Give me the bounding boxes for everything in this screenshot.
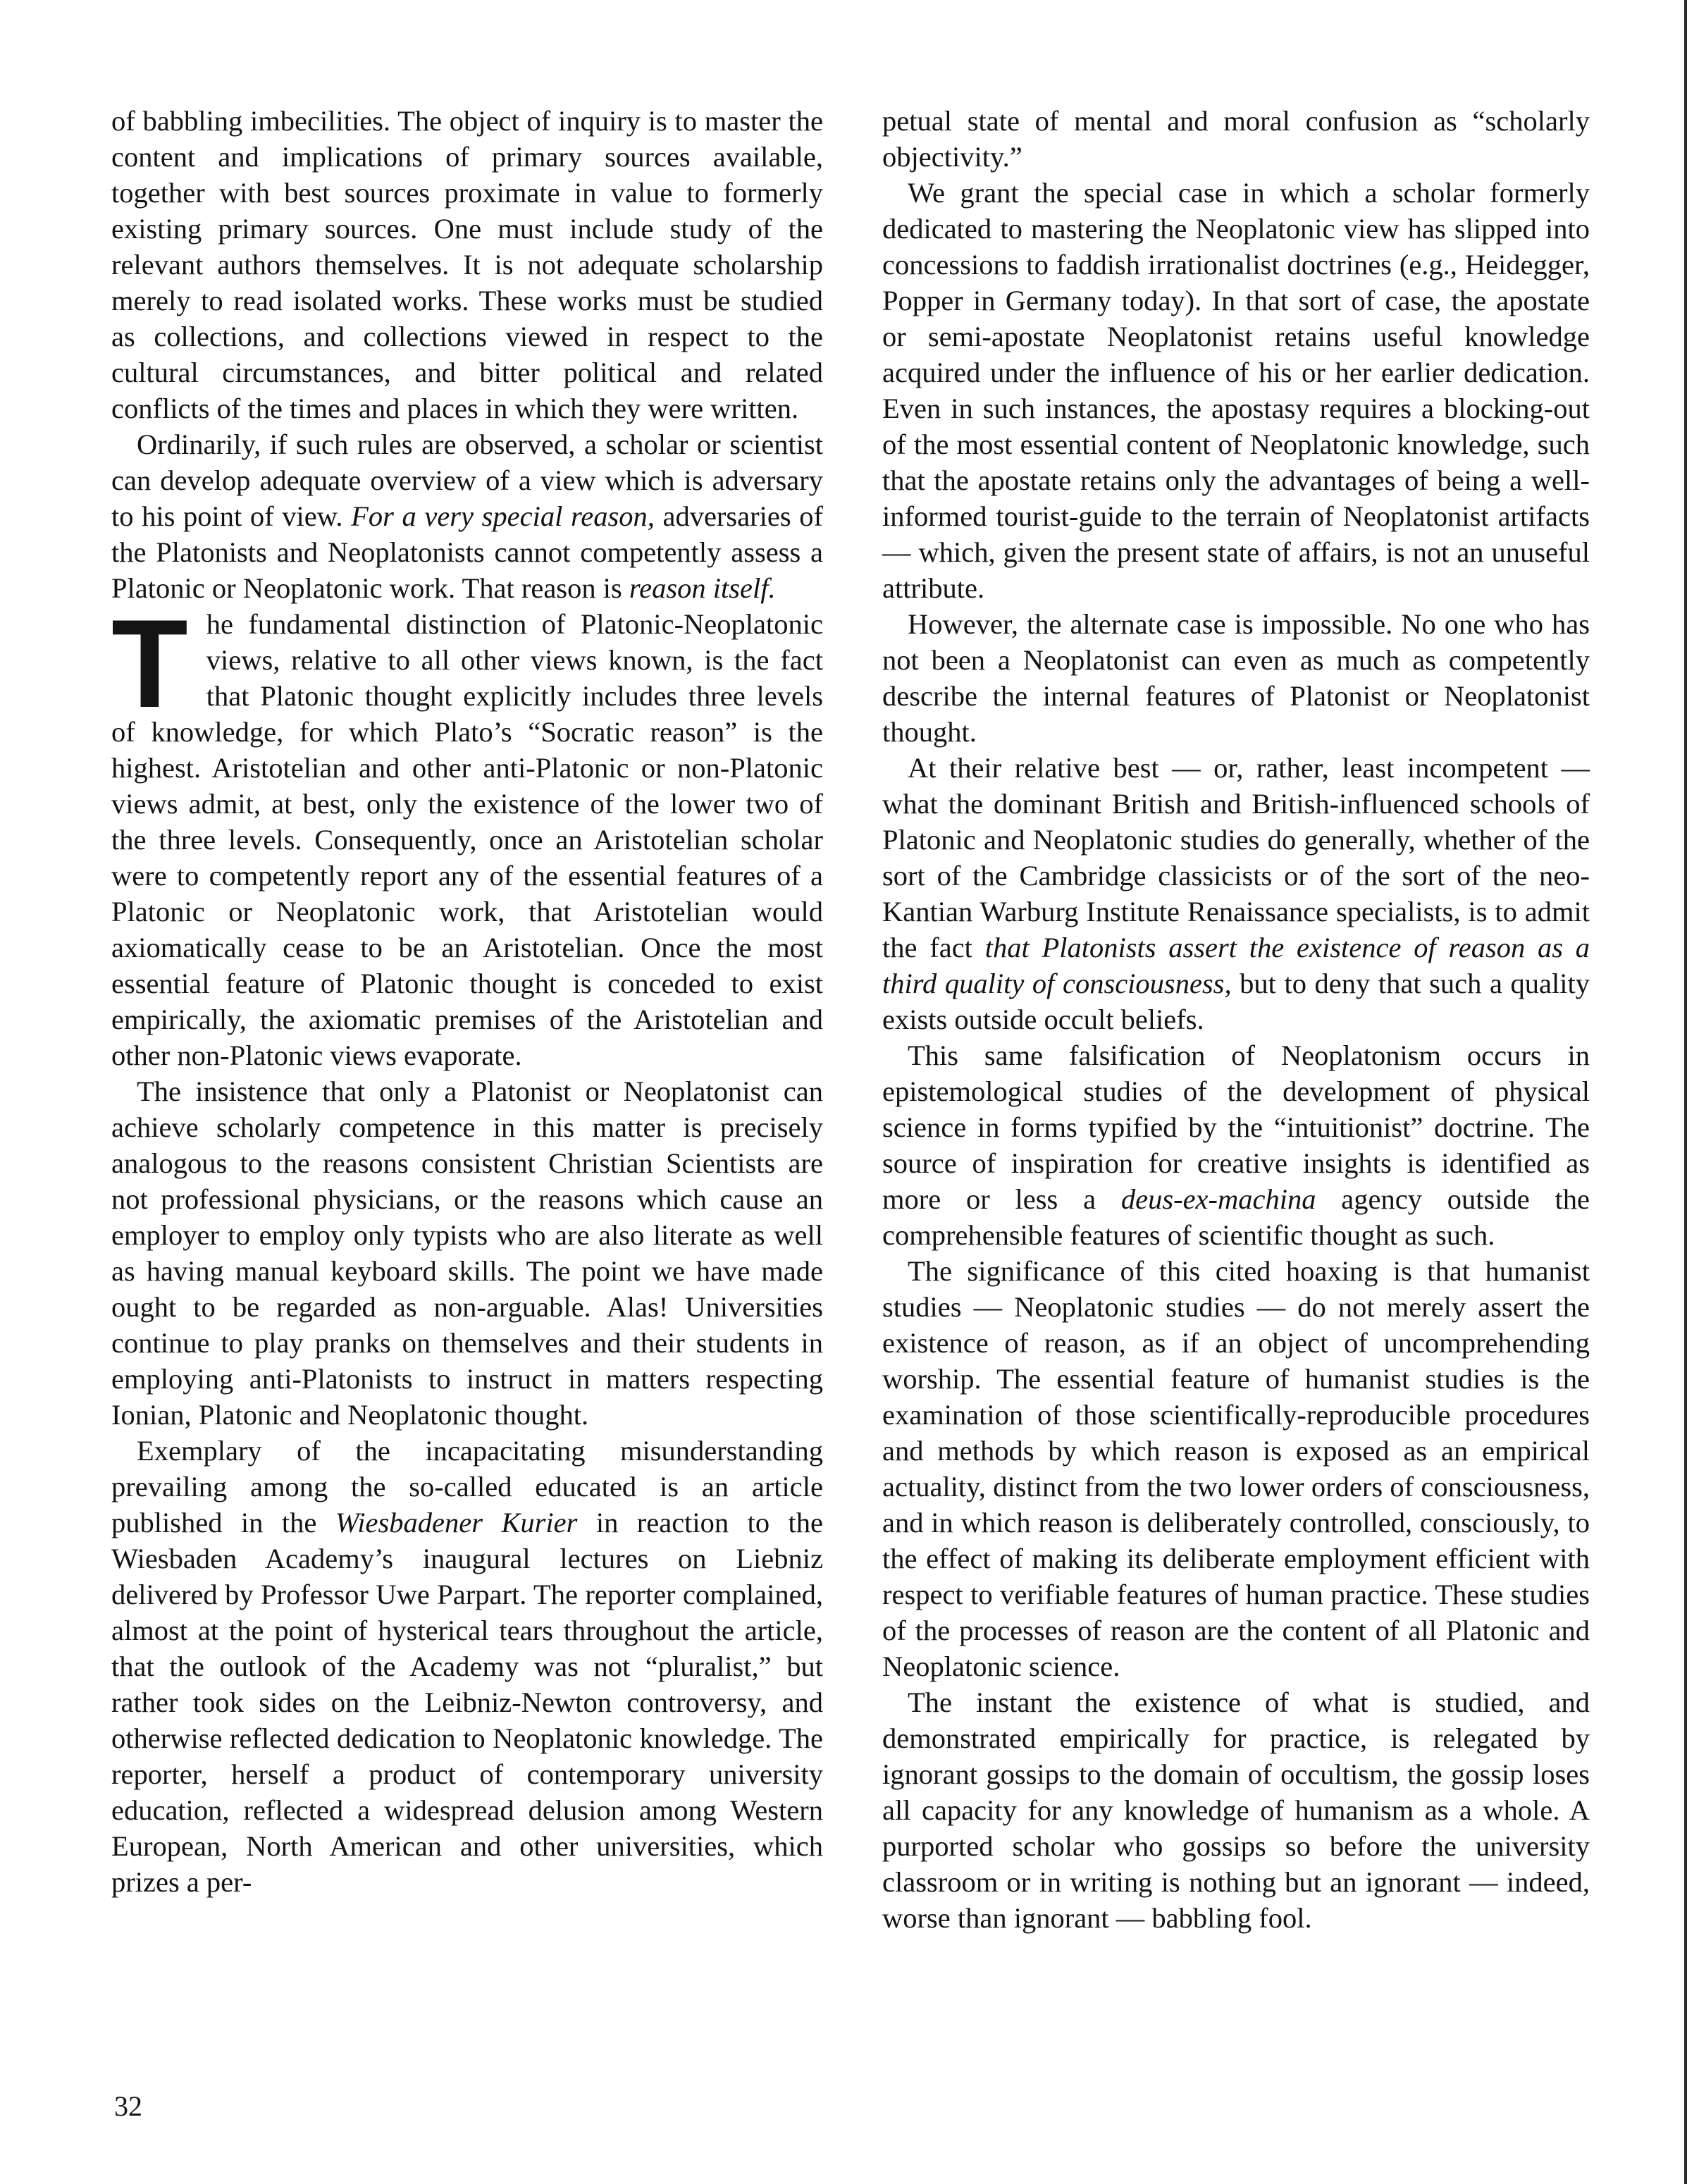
paragraph: We grant the special case in which a scholar formerly dedicated to mastering the Neoplatonic view has slipped into concessions to faddish irrationalist doctrines (e.g., Heidegger, Popper in Germany today). In that sort of case, the apostate or semi-apostate Neoplatonist retains useful knowledge acquired under the influence of his or her earlier dedication. Even in such instances, the apostasy requires a blocking-out of the most essential content of Neoplatonic knowledge, such that the apostate retains only the advantages of being a well-informed tourist-guide to the terrain of Neoplatonist artifacts — which, given the present state of affairs, is not an unuseful attribute.: [882, 177, 1590, 604]
paragraph: [111, 593, 823, 1073]
paragraph: The insistence that only a Platonist or Neoplatonist can achieve scholarly competence in this matter is precisely analogous to the reasons consistent Christian Scientists are not professional physicians, or the reasons which cause an employer to employ only typists who are also literate as well as having manual keyboard skills. The point we have made ought to be regarded as non-arguable. Alas! Universities continue to play pranks on themselves and their students in employing anti-Platonists to instruct in matters respecting Ionian, Platonic and Neoplatonic thought.: [111, 1075, 823, 1431]
paragraph: [111, 426, 823, 606]
paragraph: petual state of mental and moral confusion as “scholarly objectivity.”: [882, 105, 1590, 173]
text-run: adversaries of the Platonists and Neoplatonists cannot competently assess a Platonic or Neoplatonic work. That reason is: [111, 500, 823, 604]
paragraph: [882, 750, 1590, 1037]
paragraph: The instant the existence of what is studied, and demonstrated empirically for practice, is relegated by ignorant gossips to the domain of occultism, the gossip loses all capacity for any knowledge of humanism as a whole. A purported scholar who gossips so before the university classroom or in writing is nothing but an ignorant — indeed, worse than ignorant — babbling fool.: [882, 1686, 1590, 1934]
text-run: At their relative best — or, rather, least incompetent — what the dominant British and British-influenced schools of Platonic and Neoplatonic studies do generally, whether of the sort of the Cambridge classicists or of the sort of the neo-Kantian Warburg Institute Renaissance specialists, is to admit the fact: [882, 752, 1590, 963]
drop-cap: T: [111, 593, 188, 734]
page-number: 32: [114, 2090, 142, 2122]
text-run: This same falsification of Neoplatonism occurs in epistemological studies of the development of physical science in forms typified by the “intuitionist” doctrine. The source of inspiration for creative insights is identified as more or less a: [882, 1039, 1590, 1215]
text-run: agency outside the comprehensible features of scientific thought as such.: [882, 1183, 1590, 1251]
paragraph: However, the alternate case is impossible. No one who has not been a Neoplatonist can even as much as competently describe the internal features of Platonist or Neoplatonist thought.: [882, 608, 1590, 748]
text-run: but to deny that such a quality exists outside occult beliefs.: [882, 968, 1590, 1035]
emphasis-text: reason itself.: [629, 572, 776, 604]
paragraph: of babbling imbecilities. The object of inquiry is to master the content and implications of primary sources available, together with best sources proximate in value to formerly existing primary sources. One must include study of the relevant authors themselves. It is not adequate scholarship merely to read isolated works. These works must be studied as collections, and collections viewed in respect to the cultural circumstances, and bitter political and related conflicts of the times and places in which they were written.: [111, 105, 823, 424]
text-run: Exemplary of the incapacitating misunderstanding prevailing among the so-called educated is an article published in the: [111, 1435, 823, 1538]
left-column: [111, 103, 823, 1900]
emphasis-text: deus-ex-machina: [1120, 1183, 1316, 1215]
page-edge-line: [1684, 0, 1687, 2184]
text-run: in reaction to the Wiesbaden Academy’s inaugural lectures on Liebniz delivered by Professor Uwe Parpart. The reporter complained, almost at the point of hysterical tears throughout the article, that the outlook of the Academy was not “pluralist,” but rather took sides on the Leibniz-Newton controversy, and otherwise reflected dedication to Neoplatonic knowledge. The reporter, herself a product of contemporary university education, reflected a widespread delusion among Western European, North American and other universities, which prizes a per-: [111, 1507, 824, 1898]
right-column: [882, 103, 1590, 1936]
text-run: he fundamental distinction of Platonic-Neoplatonic views, relative to all other views known, is the fact that Platonic thought explicitly includes three levels of knowledge, for which Plato’s “Socratic reason” is the highest. Aristotelian and other anti-Platonic or non-Platonic views admit, at best, only the existence of the lower two of the three levels. Consequently, once an Aristotelian scholar were to competently report any of the essential features of a Platonic or Neoplatonic work, that Aristotelian would axiomatically cease to be an Aristotelian. Once the most essential feature of Platonic thought is conceded to exist empirically, the axiomatic premises of the Aristotelian and other non-Platonic views evaporate.: [111, 608, 823, 1071]
paragraph: The significance of this cited hoaxing is that humanist studies — Neoplatonic studies — do not merely assert the existence of reason, as if an object of uncomprehending worship. The essential feature of humanist studies is the examination of those scientifically-reproducible procedures and methods by which reason is exposed as an empirical actuality, distinct from the two lower orders of consciousness, and in which reason is deliberately controlled, consciously, to the effect of making its deliberate employment efficient with respect to verifiable features of human practice. These studies of the processes of reason are the content of all Platonic and Neoplatonic science.: [882, 1255, 1590, 1682]
paragraph: [882, 1037, 1590, 1253]
paragraph: [111, 1433, 823, 1900]
text-run: Ordinarily, if such rules are observed, a scholar or scientist can develop adequate overview of a view which is adversary to his point of view.: [111, 428, 823, 532]
emphasis-text: Wiesbadener Kurier: [335, 1507, 578, 1538]
emphasis-text: that Platonists assert the existence of reason as a third quality of consciousness,: [882, 932, 1590, 999]
emphasis-text: For a very special reason,: [351, 500, 655, 532]
